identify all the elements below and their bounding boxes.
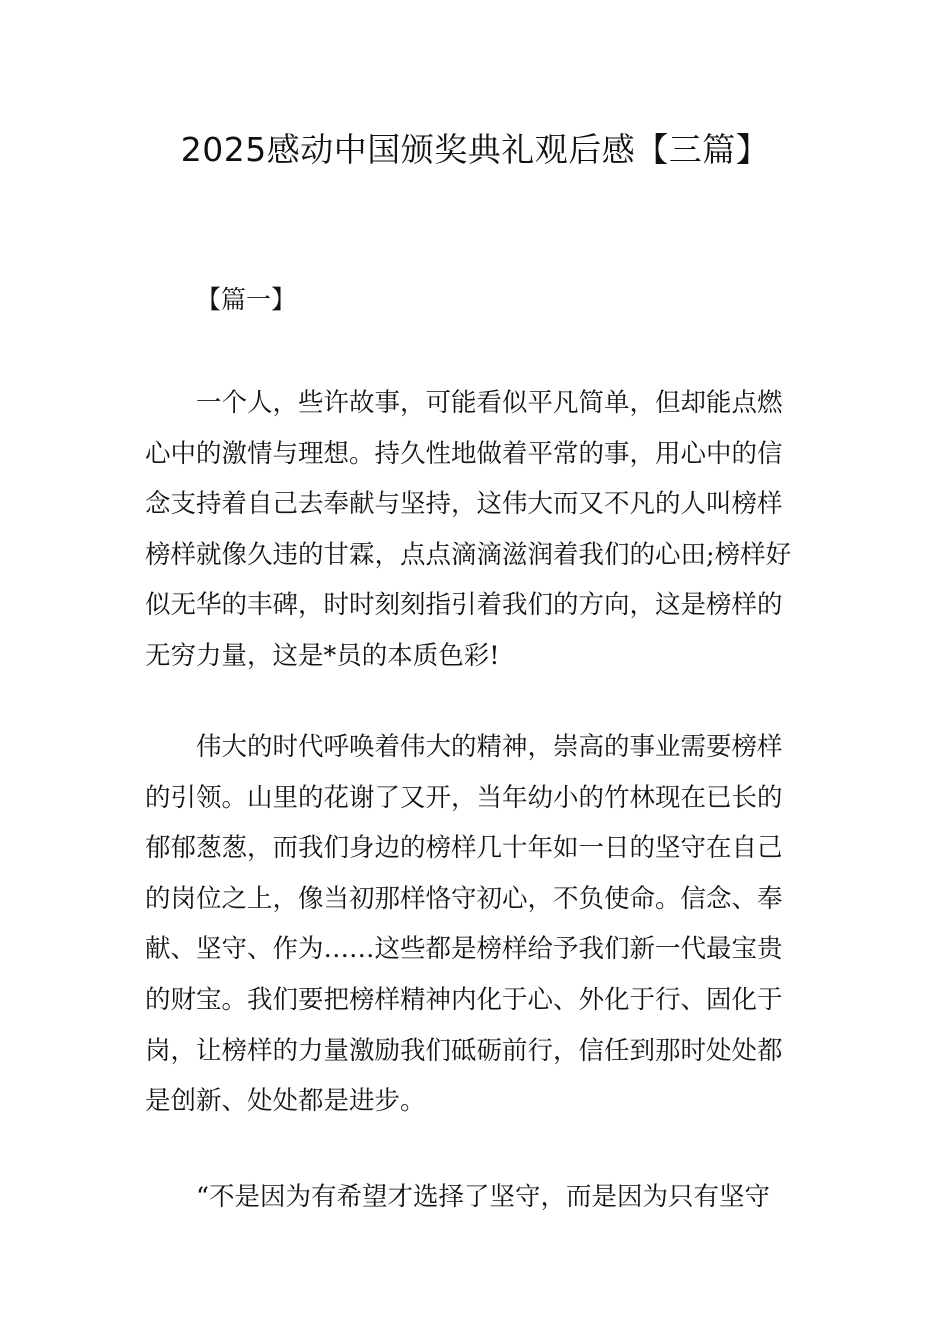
paragraph-line: 心中的激情与理想。持久性地做着平常的事，用心中的信 (145, 438, 783, 469)
paragraph-1 (145, 378, 810, 682)
paragraph-line: 似无华的丰碑，时时刻刻指引着我们的方向，这是榜样的 (145, 590, 783, 621)
paragraph-line: 献、坚守、作为……这些都是榜样给予我们新一代最宝贵 (145, 934, 783, 965)
paragraph-line: 是创新、处处都是进步。 (145, 1086, 426, 1117)
paragraph-line: 郁郁葱葱，而我们身边的榜样几十年如一日的坚守在自己 (145, 833, 783, 864)
paragraph-line: 一个人，些许故事，可能看似平凡简单，但却能点燃 (145, 388, 783, 418)
paragraph-line: 念支持着自己去奉献与坚持，这伟大而又不凡的人叫榜样 (145, 489, 783, 520)
paragraph-line: 无穷力量，这是*员的本质色彩! (145, 640, 500, 671)
paragraph-line: 岗，让榜样的力量激励我们砥砺前行，信任到那时处处都 (145, 1035, 783, 1066)
paragraph-line: 榜样就像久违的甘霖，点点滴滴滋润着我们的心田;榜样好 (145, 539, 792, 570)
section-heading: 【篇一】 (196, 285, 297, 314)
paragraph-2 (145, 722, 810, 1127)
document-title: 2025感动中国颁奖典礼观后感【三篇】 (180, 130, 770, 169)
paragraph-line: 的引领。山里的花谢了又开，当年幼小的竹林现在已长的 (145, 782, 783, 813)
paragraph-3 (145, 1172, 810, 1223)
paragraph-line: 的财宝。我们要把榜样精神内化于心、外化于行、固化于 (145, 984, 783, 1015)
paragraph-line: “不是因为有希望才选择了坚守，而是因为只有坚守 (145, 1182, 771, 1212)
paragraph-line: 的岗位之上，像当初那样恪守初心，不负使命。信念、奉 (145, 883, 783, 914)
paragraph-line: 伟大的时代呼唤着伟大的精神，崇高的事业需要榜样 (145, 732, 783, 762)
